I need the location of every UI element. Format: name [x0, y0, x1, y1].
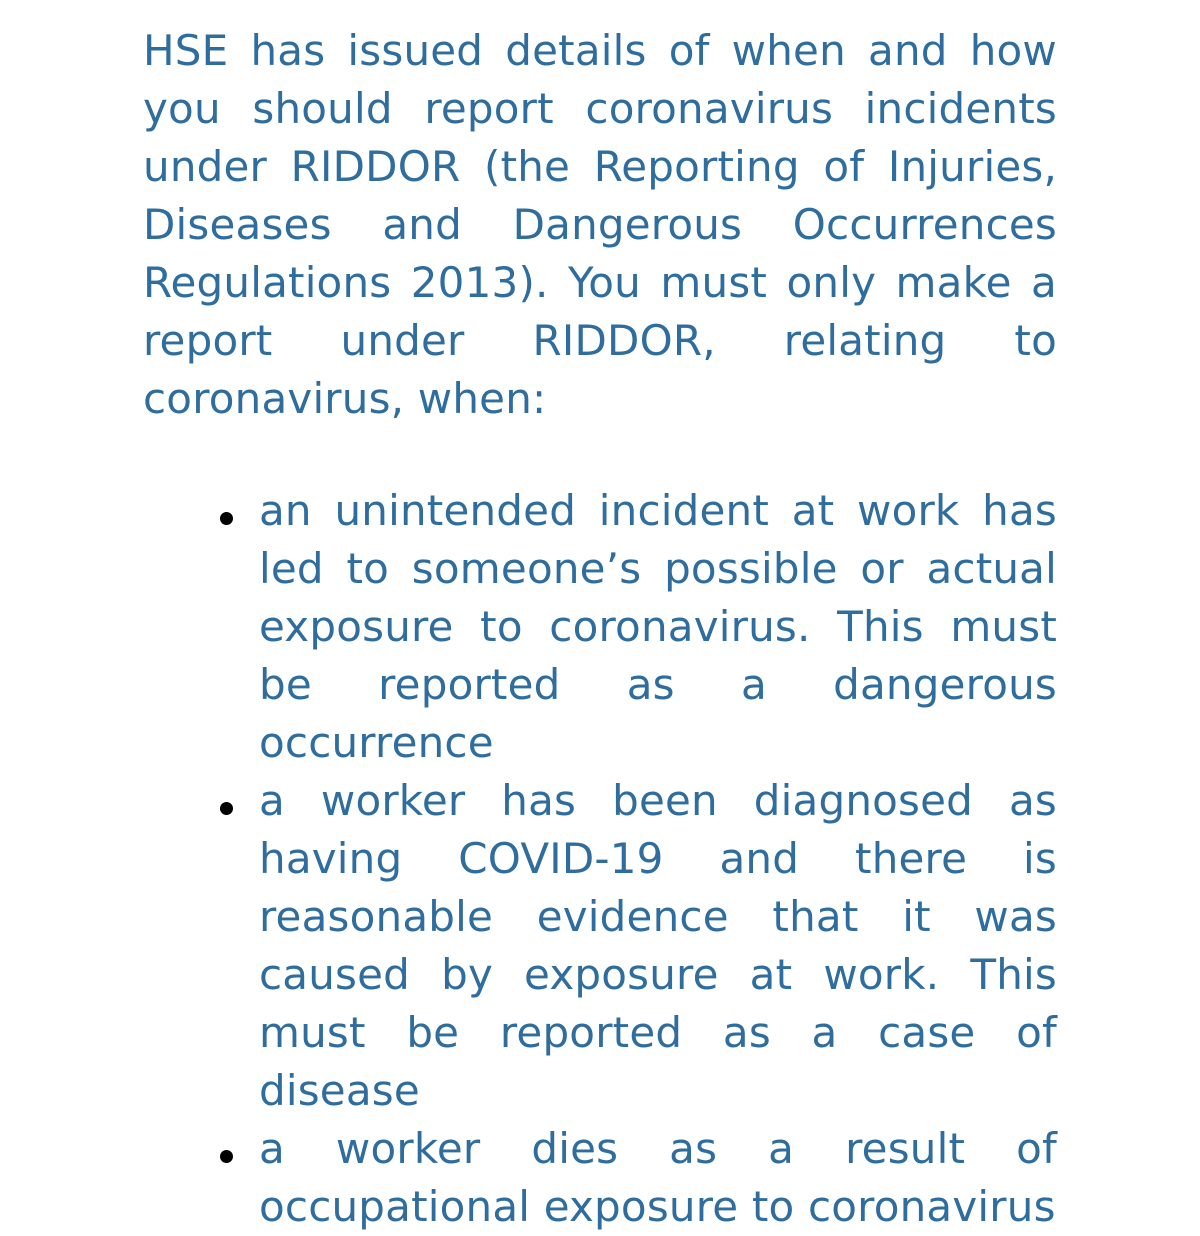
list-item-text: a worker dies as a result of occupational exposure to coronavirus	[259, 1124, 1057, 1231]
list-item-text: an unintended incident at work has led to someone’s possible or actual exposure to coronavirus. This must be reported as a dangerous occurrence	[259, 486, 1057, 767]
list-item	[143, 772, 1057, 1120]
bullet-icon	[220, 512, 233, 525]
list-item	[143, 1120, 1057, 1236]
reporting-conditions-list	[143, 482, 1057, 1236]
list-item	[143, 482, 1057, 772]
bullet-icon	[220, 1150, 233, 1163]
list-item-text: a worker has been diagnosed as having COVID-19 and there is reasonable evidence that it was caused by exposure at work. This must be reported as a case of disease	[259, 776, 1057, 1115]
intro-paragraph: HSE has issued details of when and how you should report coronavirus incidents under RIDDOR (the Reporting of Injuries, Diseases and Dangerous Occurrences Regulations 2013). You must only make a report under RIDDOR, relating to coronavirus, when:	[143, 26, 1057, 423]
bullet-icon	[220, 802, 233, 815]
document-body	[143, 22, 1057, 1236]
